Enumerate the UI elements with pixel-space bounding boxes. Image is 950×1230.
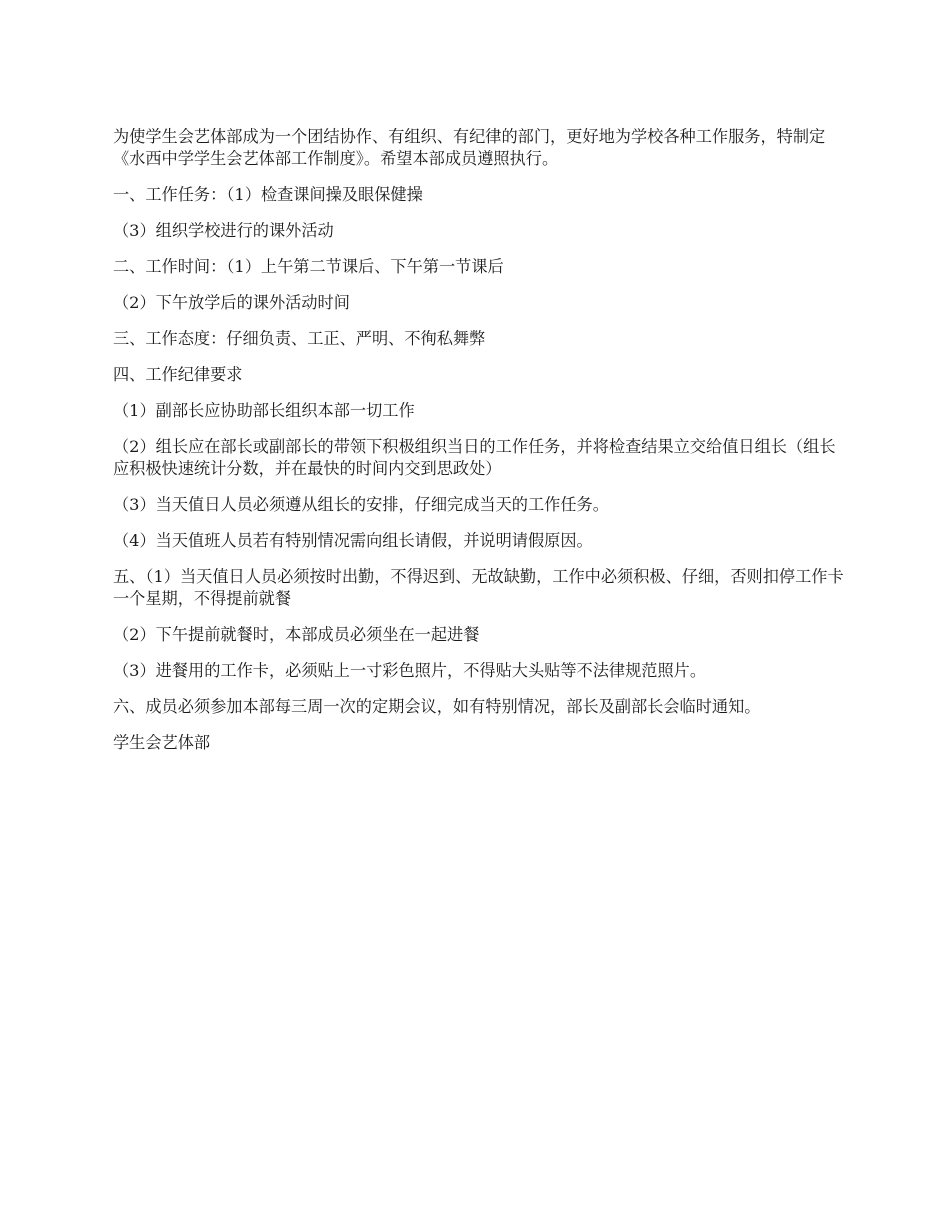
section-2-time-2: （2）下午放学后的课外活动时间 xyxy=(113,293,350,312)
section-4-rule-1: （1）副部长应协助部长组织本部一切工作 xyxy=(113,401,415,420)
section-1-task-1: 一、工作任务：（1）检查课间操及眼保健操 xyxy=(113,185,423,204)
document-body xyxy=(113,126,848,768)
section-1-task-3: （3）组织学校进行的课外活动 xyxy=(113,221,334,240)
section-4-heading: 四、工作纪律要求 xyxy=(113,365,243,384)
section-5-rule-3: （3）进餐用的工作卡，必须贴上一寸彩色照片，不得贴大头贴等不法律规范照片。 xyxy=(113,661,707,680)
section-4-rule-4: （4）当天值班人员若有特别情况需向组长请假，并说明请假原因。 xyxy=(113,531,593,550)
section-5-rule-1: 五、（1）当天值日人员必须按时出勤，不得迟到、无故缺勤，工作中必须积极、仔细，否则扣停工作卡一个星期，不得提前就餐 xyxy=(113,567,844,608)
signature-department: 学生会艺体部 xyxy=(113,733,211,752)
intro-paragraph: 为使学生会艺体部成为一个团结协作、有组织、有纪律的部门，更好地为学校各种工作服务，特制定《水西中学学生会艺体部工作制度》。希望本部成员遵照执行。 xyxy=(113,127,826,168)
section-5-rule-2: （2）下午提前就餐时，本部成员必须坐在一起进餐 xyxy=(113,625,480,644)
section-2-time-1: 二、工作时间：（1）上午第二节课后、下午第一节课后 xyxy=(113,257,504,276)
section-6-meeting: 六、成员必须参加本部每三周一次的定期会议，如有特别情况，部长及副部长会临时通知。 xyxy=(113,697,761,716)
section-4-rule-2: （2）组长应在部长或副部长的带领下积极组织当日的工作任务，并将检查结果立交给值日组长（组长应积极快速统计分数，并在最快的时间内交到思政处） xyxy=(113,437,836,478)
section-4-rule-3: （3）当天值日人员必须遵从组长的安排，仔细完成当天的工作任务。 xyxy=(113,495,609,514)
section-3-attitude: 三、工作态度：仔细负责、工正、严明、不徇私舞弊 xyxy=(113,329,486,348)
